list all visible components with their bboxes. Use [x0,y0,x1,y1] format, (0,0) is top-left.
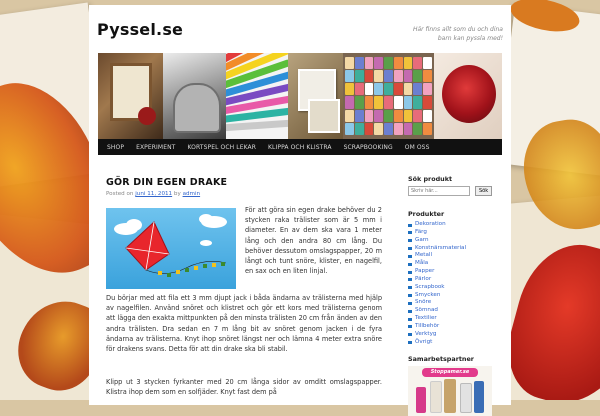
yarn-spool [413,110,422,122]
yarn-spool [355,96,364,108]
yarn-spool [394,57,403,69]
nav-item-scrapbooking[interactable]: SCRAPBOOKING [343,143,393,151]
yarn-spool [365,70,374,82]
category-link[interactable]: Papper [408,268,504,276]
yarn-spool [394,70,403,82]
yarn-spool [374,70,383,82]
meta-by: by [173,191,181,197]
category-link[interactable]: Metall [408,252,504,260]
post-author-link[interactable]: admin [182,191,201,197]
yarn-spool [374,83,383,95]
category-link[interactable]: Textilier [408,315,504,323]
yarn-spool [413,70,422,82]
page-container [89,5,511,405]
banner-pottery-image [163,53,226,139]
yarn-spool [423,70,432,82]
post-date-link[interactable]: juni 11, 2011 [135,191,173,197]
yarn-spool [365,57,374,69]
banner-crayons-image [226,53,288,139]
partners-heading: Samarbetspartner [408,354,474,363]
yarn-spool [384,83,393,95]
yarn-spool [384,110,393,122]
category-link[interactable]: Dekoration [408,221,504,229]
yarn-spool [404,123,413,135]
category-link[interactable]: Sömnad [408,307,504,315]
yarn-spool [355,110,364,122]
yarn-spool [384,57,393,69]
nav-item-experiment[interactable]: EXPERIMENT [136,143,176,151]
meta-prefix: Posted on [106,191,134,197]
yarn-spool [413,123,422,135]
search-heading: Sök produkt [408,175,453,183]
search-button[interactable]: Sök [475,186,492,196]
post-paragraph-continued: Klipp ut 3 stycken fyrkanter med 20 cm långa sidor av omditt omslagspapper. Klistra ihop dem som en solfjäder. Knyt fast dem på [106,378,382,397]
yarn-spool [404,110,413,122]
partner-banner[interactable] [408,366,492,416]
yarn-spool [423,96,432,108]
yarn-spool [374,57,383,69]
yarn-spool [394,96,403,108]
category-link[interactable]: Övrigt [408,339,504,347]
category-link[interactable]: Garn [408,237,504,245]
yarn-spool [345,110,354,122]
category-link[interactable]: Konstnärsmaterial [408,245,504,253]
yarn-spool [384,96,393,108]
products-heading: Produkter [408,210,445,218]
yarn-spool [345,96,354,108]
nav-item-shop[interactable]: SHOP [107,143,125,151]
yarn-spool [413,96,422,108]
yarn-spool [394,110,403,122]
yarn-spool [365,83,374,95]
yarn-spool [365,123,374,135]
category-link[interactable]: Verktyg [408,331,504,339]
yarn-spool [374,96,383,108]
nav-item-klippa[interactable]: KLIPPA OCH KLISTRA [268,143,332,151]
yarn-spool [345,83,354,95]
yarn-spool [365,110,374,122]
post-paragraph-intro: För att göra sin egen drake behöver du 2 stycken raka trälister som är 5 mm i diameter. En av dem ska vara 1 meter lång och den andra 80 cm lång. Du behöver dessutom omslagspapper, 20 m långt och tunt snöre, klister, en nagelfil, en sax och en liten linjal. [245,206,382,276]
banner-rose-image [434,53,502,139]
search-form [408,186,504,196]
yarn-spool [413,83,422,95]
site-title[interactable]: Pyssel.se [97,20,184,39]
yarn-spool [404,57,413,69]
yarn-spool [365,96,374,108]
yarn-spool [413,57,422,69]
site-tagline: Här finns allt som du och dina barn kan pyssla med! [412,26,503,42]
post-title[interactable]: GÖR DIN EGEN DRAKE [106,177,228,188]
nav-item-kortspel[interactable]: KORTSPEL OCH LEKAR [187,143,256,151]
category-link[interactable]: Tillbehör [408,323,504,331]
nav-item-om-oss[interactable]: OM OSS [404,143,430,151]
yarn-spool [355,70,364,82]
search-input[interactable] [408,186,470,196]
banner-scrapbook-image [98,53,163,139]
yarn-spool [423,110,432,122]
yarn-spool [423,123,432,135]
yarn-spool [374,110,383,122]
yarn-spool [404,83,413,95]
main-nav [98,139,502,155]
header-banner[interactable] [98,53,502,139]
yarn-spool [384,70,393,82]
yarn-spool [345,57,354,69]
banner-yarn-image [343,53,434,139]
category-list [408,221,504,347]
yarn-spool [423,83,432,95]
yarn-spool [355,57,364,69]
yarn-spool [384,123,393,135]
category-link[interactable]: Färg [408,229,504,237]
yarn-spool [404,70,413,82]
banner-photos-image [288,53,343,139]
category-link[interactable]: Snöre [408,299,504,307]
yarn-spool [355,123,364,135]
yarn-spool [374,123,383,135]
kite-illustration [106,208,236,289]
yarn-spool [394,123,403,135]
yarn-spool [423,57,432,69]
yarn-spool [404,96,413,108]
yarn-spool [345,70,354,82]
partner-logo: Stoppamer.se [422,368,478,377]
post-meta [106,191,200,197]
yarn-spool [355,83,364,95]
post-paragraph-instructions: Du börjar med att fila ett 3 mm djupt jack i båda ändarna av trälisterna med hjälp av nagelfilen. Använd snöret och klistret och gör ett kors med trälisterna genom att lägga den exakta mittpunkten på den minsta trälisten 20 cm från änden av den andra trälisten. Dra sedan en 7 m lång bit av snöret genom jacken i de fyra ändarna av trälisterna. Knyt ihop snöret längst ner och lämna 4 meter extra snöre för drakens svans. Detta för att din drake ska bli stabil. [106,294,382,354]
sidebar [408,175,504,416]
category-link[interactable]: Scrapbook [408,284,504,292]
category-link[interactable]: Pärlor [408,276,504,284]
yarn-spool [394,83,403,95]
category-link[interactable]: Smycken [408,292,504,300]
yarn-spool [345,123,354,135]
category-link[interactable]: Måla [408,260,504,268]
